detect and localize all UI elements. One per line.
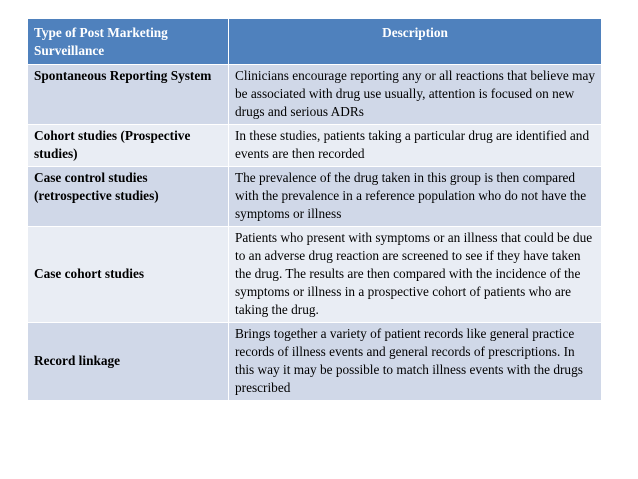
- table-row: [28, 227, 602, 323]
- row-description-cell: The prevalence of the drug taken in this group is then compared with the prevalence in a reference population who do not have the symptoms or illness: [229, 167, 602, 227]
- table-row: [28, 65, 602, 125]
- row-type-cell: Case control studies (retrospective studies): [28, 167, 229, 227]
- table-header-row: [28, 19, 602, 65]
- table-row: [28, 167, 602, 227]
- row-type-cell: Spontaneous Reporting System: [28, 65, 229, 125]
- table-row: [28, 323, 602, 401]
- row-description-cell: In these studies, patients taking a particular drug are identified and events are then recorded: [229, 125, 602, 167]
- row-type-cell: Record linkage: [28, 323, 229, 401]
- header-type: Type of Post Marketing Surveillance: [28, 19, 229, 65]
- row-type-cell: Case cohort studies: [28, 227, 229, 323]
- row-description-cell: Clinicians encourage reporting any or all reactions that believe may be associated with drug use usually, attention is focused on new drugs and serious ADRs: [229, 65, 602, 125]
- header-description: Description: [229, 19, 602, 65]
- row-description-cell: Patients who present with symptoms or an illness that could be due to an adverse drug reaction are screened to see if they have taken the drug. The results are then compared with the incidence of the symptoms or illness in a prospective cohort of patients who are taking the drug.: [229, 227, 602, 323]
- table-row: [28, 125, 602, 167]
- row-type-cell: Cohort studies (Prospective studies): [28, 125, 229, 167]
- surveillance-table: [27, 18, 602, 401]
- row-description-cell: Brings together a variety of patient records like general practice records of illness events and general records of prescriptions. In this way it may be possible to match illness events with the drugs prescribed: [229, 323, 602, 401]
